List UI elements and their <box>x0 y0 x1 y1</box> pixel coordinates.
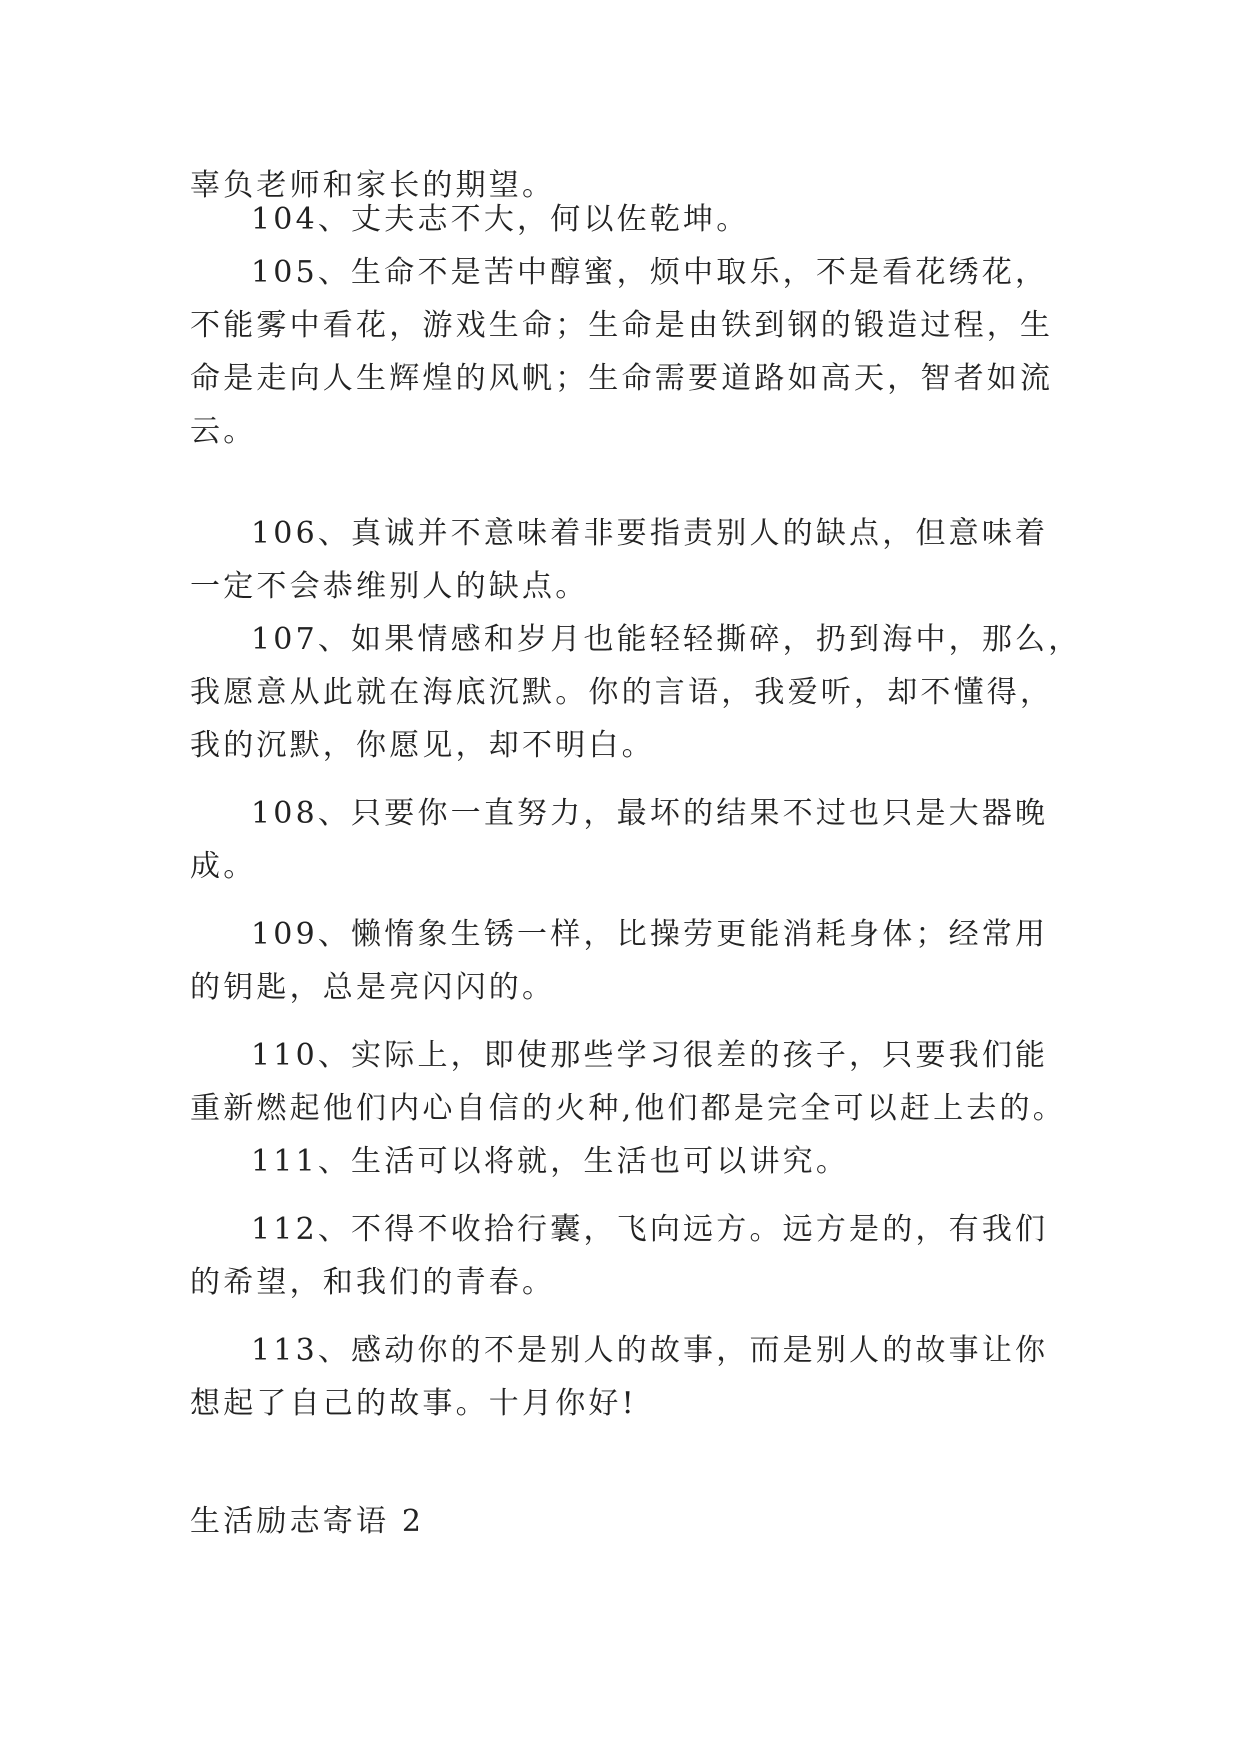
paragraph-line: 云。 <box>190 414 257 449</box>
paragraph-line: 113、感动你的不是别人的故事，而是别人的故事让你 <box>251 1333 1049 1368</box>
paragraph-line: 重新燃起他们内心自信的火种,他们都是完全可以赶上去的。 <box>190 1091 1066 1126</box>
paragraph-line: 一定不会恭维别人的缺点。 <box>190 569 589 604</box>
paragraph-line: 我愿意从此就在海底沉默。你的言语，我爱听，却不懂得， <box>190 675 1054 710</box>
paragraph-line: 107、如果情感和岁月也能轻轻撕碎，扔到海中，那么， <box>251 622 1082 657</box>
paragraph-line: 111、生活可以将就，生活也可以讲究。 <box>251 1144 850 1179</box>
paragraph-line: 辜负老师和家长的期望。 <box>190 168 556 203</box>
paragraph-line: 108、只要你一直努力，最坏的结果不过也只是大器晚 <box>251 796 1049 831</box>
paragraph-line: 成。 <box>190 849 257 884</box>
paragraph-line: 104、丈夫志不大，何以佐乾坤。 <box>251 202 750 237</box>
paragraph-line: 的钥匙，总是亮闪闪的。 <box>190 970 556 1005</box>
paragraph-line: 105、生命不是苦中醇蜜，烦中取乐，不是看花绣花， <box>251 255 1049 290</box>
paragraph-line: 的希望，和我们的青春。 <box>190 1265 556 1300</box>
paragraph-line: 不能雾中看花，游戏生命；生命是由铁到钢的锻造过程，生 <box>190 308 1054 343</box>
paragraph-line: 112、不得不收拾行囊，飞向远方。远方是的，有我们 <box>251 1212 1049 1247</box>
section-title: 生活励志寄语 2 <box>190 1504 425 1539</box>
paragraph-line: 我的沉默，你愿见，却不明白。 <box>190 728 655 763</box>
paragraph-line: 109、懒惰象生锈一样，比操劳更能消耗身体；经常用 <box>251 917 1049 952</box>
paragraph-line: 想起了自己的故事。十月你好! <box>190 1386 637 1421</box>
paragraph-line: 110、实际上，即使那些学习很差的孩子，只要我们能 <box>251 1038 1049 1073</box>
paragraph-line: 命是走向人生辉煌的风帆；生命需要道路如高天，智者如流 <box>190 361 1054 396</box>
paragraph-line: 106、真诚并不意味着非要指责别人的缺点，但意味着 <box>251 516 1049 551</box>
